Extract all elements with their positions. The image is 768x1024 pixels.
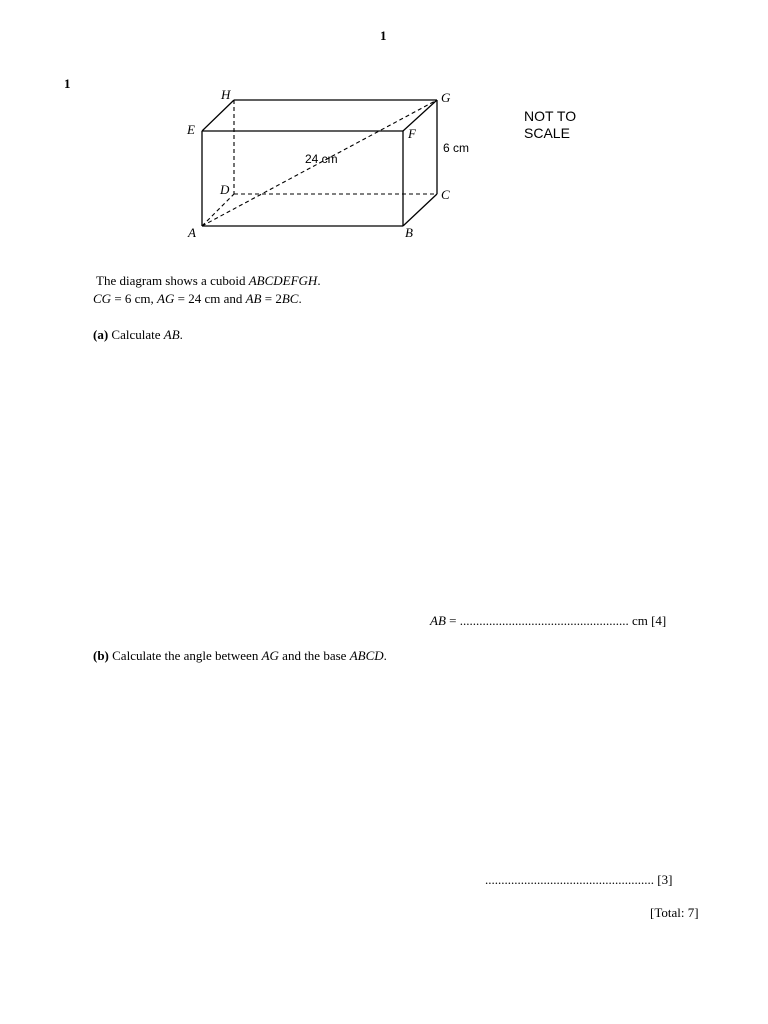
part-b-var1: AG — [261, 648, 279, 663]
vertex-label-e: E — [187, 122, 195, 137]
intro-text-c: = 2 — [261, 291, 282, 306]
var-bc: BC — [281, 291, 299, 306]
vertex-label-d: D — [220, 182, 230, 197]
part-a-label: (a) — [93, 327, 109, 342]
var-cg: CG — [93, 291, 112, 306]
answer-a-var: AB — [430, 613, 446, 628]
answer-line-b[interactable]: .................................................... [3] — [485, 872, 673, 887]
vertex-label-h: H — [221, 87, 231, 102]
part-a-end: . — [179, 327, 183, 342]
intro-text-a: = 6 cm, — [111, 291, 158, 306]
intro-text-d: . — [298, 291, 302, 306]
page-number: 1 — [380, 28, 387, 43]
part-b-label: (b) — [93, 648, 109, 663]
vertex-label-f: F — [408, 126, 416, 141]
part-a-text: Calculate — [108, 327, 164, 342]
part-b-prompt — [93, 648, 387, 664]
intro-text-b: = 24 cm and — [174, 291, 246, 306]
part-b-text: Calculate the angle between — [108, 648, 262, 663]
not-to-scale-line2: SCALE — [524, 125, 570, 141]
intro-line-1 — [96, 273, 321, 289]
vertex-label-a: A — [188, 225, 196, 240]
total-marks: [Total: 7] — [650, 905, 699, 920]
cuboid-name: ABCDEFGH — [248, 273, 318, 288]
part-b-var2: ABCD — [349, 648, 384, 663]
dimension-label-cg: 6 cm — [443, 141, 470, 155]
cuboid-diagram — [178, 82, 594, 247]
not-to-scale-note — [524, 108, 576, 142]
vertex-label-c: C — [441, 187, 450, 202]
intro-line-2 — [93, 291, 302, 307]
intro-period: . — [317, 273, 321, 288]
part-a-prompt — [93, 327, 183, 343]
answer-line-a[interactable] — [430, 613, 666, 629]
var-ag: AG — [157, 291, 175, 306]
vertex-label-b: B — [405, 225, 413, 240]
question-number: 1 — [64, 76, 71, 91]
intro-text: The diagram shows a cuboid — [96, 273, 249, 288]
vertex-label-g: G — [441, 90, 451, 105]
not-to-scale-line1: NOT TO — [524, 108, 577, 124]
answer-a-rest: = .................................................... cm [4] — [445, 613, 667, 628]
part-b-mid: and the base — [278, 648, 350, 663]
dimension-label-ag: 24 cm — [305, 152, 338, 166]
var-ab: AB — [245, 291, 262, 306]
part-b-end: . — [383, 648, 387, 663]
part-a-target: AB — [163, 327, 180, 342]
